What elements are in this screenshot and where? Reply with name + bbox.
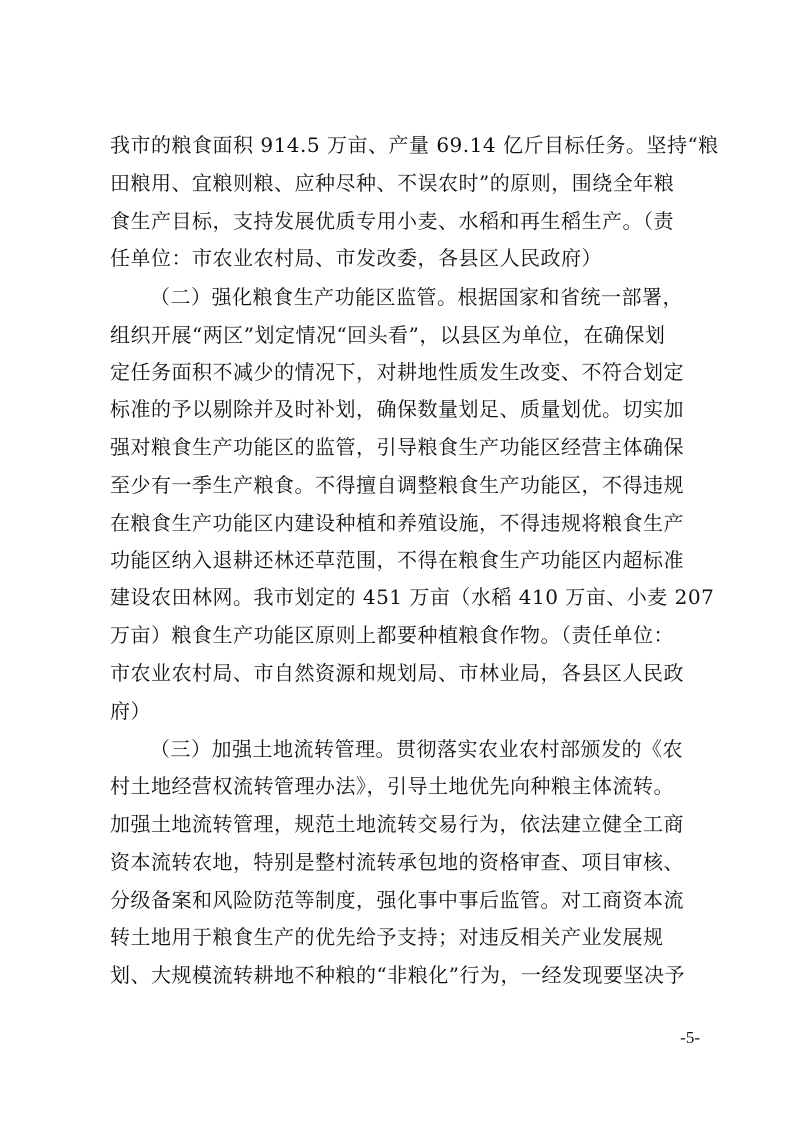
text-line: 划、大规模流转耕地不种粮的“非粮化”行为，一经发现要坚决予 xyxy=(110,963,685,987)
text-line: 功能区纳入退耕还林还草范围，不得在粮食生产功能区内超标准 xyxy=(110,548,684,572)
text-line: 食生产目标，支持发展优质专用小麦、水稻和再生稻生产。（责 xyxy=(110,209,674,233)
text-line: 建设农田林网。我市划定的 451 万亩（水稻 410 万亩、小麦 207 xyxy=(110,585,715,609)
text-line: 在粮食生产功能区内建设种植和养殖设施，不得违规将粮食生产 xyxy=(110,511,684,535)
text-line: 市农业农村局、市自然资源和规划局、市林业局，各县区人民政 xyxy=(110,661,684,685)
text-line: 标准的予以剔除并及时补划，确保数量划足、质量划优。切实加 xyxy=(110,397,684,421)
text-line: 村土地经营权流转管理办法》，引导土地优先向种粮主体流转。 xyxy=(110,774,674,798)
text-line: 任单位：市农业农村局、市发改委，各县区人民政府） xyxy=(110,246,602,270)
text-line: 资本流转农地，特别是整村流转承包地的资格审查、项目审核、 xyxy=(110,850,684,874)
text-line: 定任务面积不减少的情况下，对耕地性质发生改变、不符合划定 xyxy=(110,360,684,384)
paragraph-heading-line: （二）强化粮食生产功能区监管。根据国家和省统一部署， xyxy=(150,285,683,309)
text-line: 万亩）粮食生产功能区原则上都要种植粮食作物。（责任单位： xyxy=(110,623,674,647)
paragraph-heading-line: （三）加强土地流转管理。贯彻落实农业农村部颁发的《农 xyxy=(150,737,683,761)
text-line: 转土地用于粮食生产的优先给予支持；对违反相关产业发展规 xyxy=(110,925,664,949)
text-line: 加强土地流转管理，规范土地流转交易行为，依法建立健全工商 xyxy=(110,812,684,836)
text-line: 府） xyxy=(110,699,151,723)
page-number: -5- xyxy=(680,1028,700,1047)
text-line: 分级备案和风险防范等制度，强化事中事后监管。对工商资本流 xyxy=(110,888,684,912)
text-line: 至少有一季生产粮食。不得擅自调整粮食生产功能区，不得违规 xyxy=(110,473,684,497)
text-line: 田粮用、宜粮则粮、应种尽种、不误农时”的原则，围绕全年粮 xyxy=(110,171,675,195)
text-line: 组织开展“两区”划定情况“回头看”，以县区为单位，在确保划 xyxy=(110,323,666,347)
text-line: 强对粮食生产功能区的监管，引导粮食生产功能区经营主体确保 xyxy=(110,435,684,459)
text-line: 我市的粮食面积 914.5 万亩、产量 69.14 亿斤目标任务。坚持“粮 xyxy=(110,133,719,157)
